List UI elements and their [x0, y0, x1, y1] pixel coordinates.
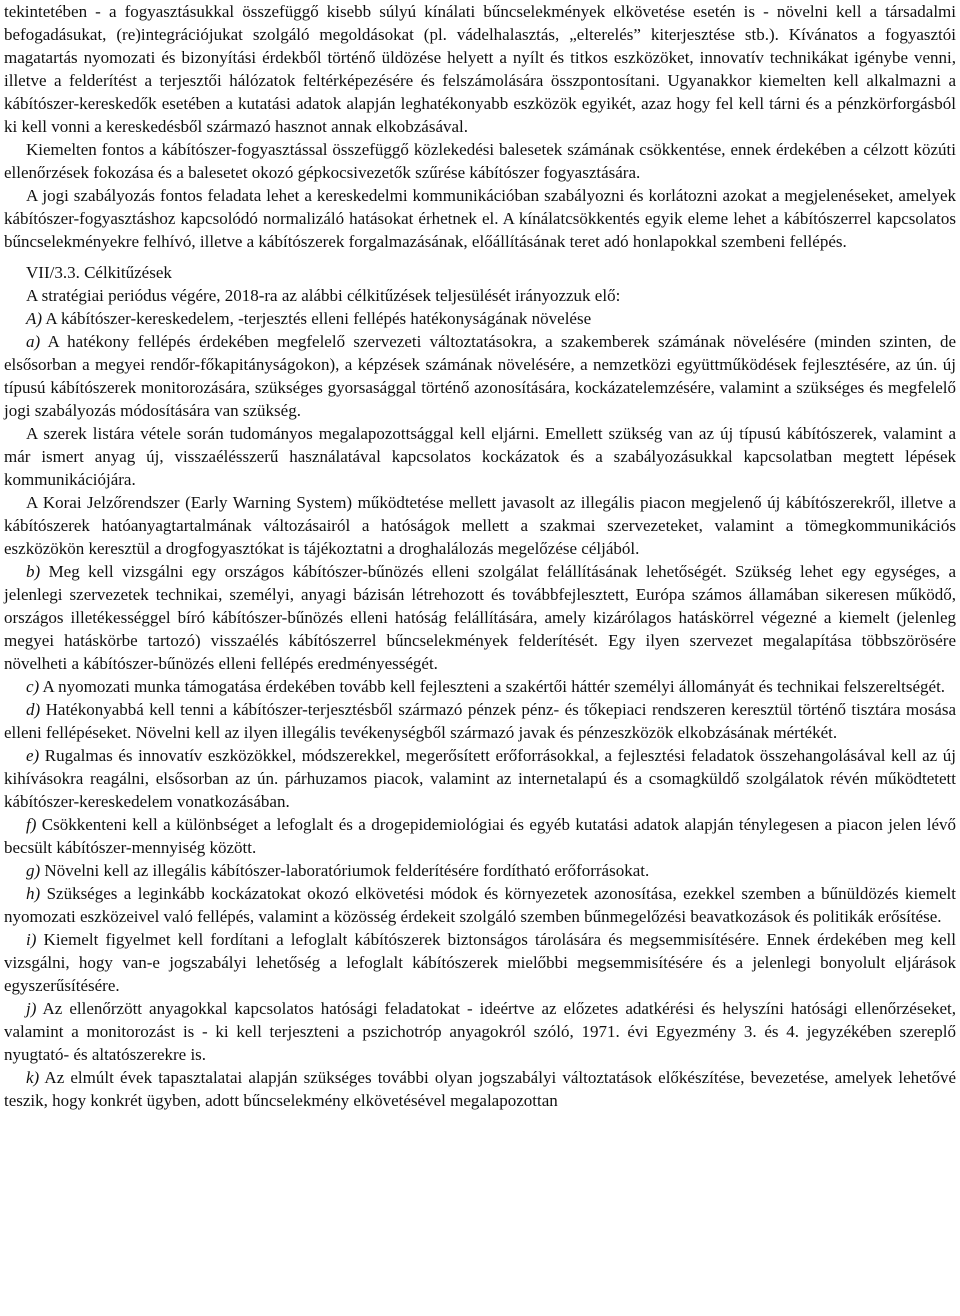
item-text: Az ellenőrzött anyagokkal kapcsolatos hatósági feladatokat - ideértve az előzetes adatkérési és helyszíni hatósági ellenőrzéseket, valamint a monitorozást is - ki kell terjeszteni a pszichotróp anyagokról szóló, 1971. évi Egyezmény 3. és 4. jegyzékében szereplő nyugtató- és altatószerekre is.: [4, 999, 956, 1064]
goal-label: A): [26, 309, 43, 328]
list-item: [4, 675, 956, 698]
body-paragraph: A jogi szabályozás fontos feladata lehet a kereskedelmi kommunikációban szabályozni és korlátozni azokat a megjelenéseket, amelyek kábítószer-fogyasztáshoz kapcsolódó normalizáló hatásokat érhetnek el. A kínálatcsökkentés egyik eleme lehet a kábítószerrel kapcsolatos bűncselekményekre felhívó, illetve a kábítószerek forgalmazásának, előállításának teret adó honlapokkal szembeni fellépés.: [4, 186, 956, 251]
list-item: [4, 882, 956, 928]
list-item: [4, 1066, 956, 1112]
section-heading: VII/3.3. Célkitűzések: [26, 263, 172, 282]
item-text: A szerek listára vétele során tudományos megalapozottsággal kell eljárni. Emellett szükség van az új típusú kábítószerek, valamint a már ismert anyag új, visszaélésszerű használatával kapcsolatos kockázatok és a szabályozásukkal kapcsolatban megtett lépések kommunikációjára.: [4, 424, 956, 489]
list-item: [4, 491, 956, 560]
item-label: c): [26, 677, 40, 696]
goal-text: A kábítószer-kereskedelem, -terjesztés elleni fellépés hatékonyságának növelése: [42, 309, 592, 328]
list-item: [4, 859, 956, 882]
item-label: i): [26, 930, 37, 949]
list-item: [4, 813, 956, 859]
item-text: A Korai Jelzőrendszer (Early Warning System) működtetése mellett javasolt az illegális piacon megjelenő új kábítószerekről, illetve a kábítószerek hatóanyagtartalmának változásairól a hatóságok mellett a szakmai szervezeteket, valamint a tömegkommunikációs eszközökön keresztül a drogfogyasztókat is tájékoztatni a droghalálozás megelőzése céljából.: [4, 493, 956, 558]
body-paragraph: tekintetében - a fogyasztásukkal összefüggő kisebb súlyú kínálati bűncselekmények elkövetése esetén is - növelni kell a társadalmi befogadásukat, (re)integrációjukat szolgáló megoldásokat (pl. vádelhalasztás, „elterelés” kiterjesztése stb.). Kívánatos a fogyasztói magatartás nyomozati és bizonyítási érdekből történő üldözése helyett a nyílt és titkos eszközöket, innovatív technikákat igénybe venni, illetve a felderítést a terjesztői hálózatok feltérképezésére és felszámolására összpontosítani. Ugyanakkor kiemelten kell alkalmazni a kábítószer-kereskedők esetében a kutatási adatok alapján leghatékonyabb eszközök egyikét, azaz hogy fel kell tárni és a pénzkörforgásból ki kell vonni a kereskedésből származó hasznot annak elkobzásával.: [4, 2, 956, 136]
list-item: [4, 422, 956, 491]
item-label: h): [26, 884, 41, 903]
item-text: A nyomozati munka támogatása érdekében tovább kell fejleszteni a szakértői háttér személyi állományát és technikai felszereltségét.: [39, 677, 946, 696]
item-label: a): [26, 332, 41, 351]
item-label: g): [26, 861, 41, 880]
item-label: d): [26, 700, 41, 719]
item-label: f): [26, 815, 37, 834]
item-text: A hatékony fellépés érdekében megfelelő szervezeti változtatásokra, a szakemberek számának növelésére (minden szinten, de elsősorban a megyei rendőr-főkapitányságokon), a képzések számának növelésére, a nemzetközi együttműködések fejlesztésére, az ún. új típusú kábítószerek monitorozására, szükséges gyorsasággal történő azonosítására, kockázatelemzésére, valamint a szükséges és megfelelő jogi szabályozás módosítására van szükség.: [4, 332, 956, 420]
list-item: [4, 928, 956, 997]
item-text: Hatékonyabbá kell tenni a kábítószer-terjesztésből származó pénzek pénz- és tőkepiaci rendszeren keresztül történő tisztára mosása elleni fellépéseket. Növelni kell az ilyen illegális tevékenységből származó javak és pénzeszközök elkobzásának mértékét.: [4, 700, 956, 742]
item-text: Meg kell vizsgálni egy országos kábítószer-bűnözés elleni szolgálat felállításának lehetőségét. Szükség lehet egy egységes, a jelenlegi szervezetek technikai, személyi, anyagi bázisán létrehozott és továbbfejlesztett, Európa számos államában sikeresen működő, országos illetékességgel bíró kábítószer-bűnözés elleni hatóság felállítására, amely kizárólagos hatáskörrel végezné a kiemelt (jelenleg megyei hatáskörbe tartozó) visszaélés kábítószerrel bűncselekmények felderítését. Egy ilyen szervezet megalapítása többszörösére növelheti a kábítószer-bűnözés elleni fellépés eredményességét.: [4, 562, 956, 673]
item-label: k): [26, 1068, 40, 1087]
list-item: [4, 330, 956, 422]
item-label: b): [26, 562, 41, 581]
list-item: [4, 560, 956, 675]
item-text: Az elmúlt évek tapasztalatai alapján szükséges további olyan jogszabályi változtatások előkészítése, bevezetése, amelyek lehetővé teszik, hogy konkrét ügyben, adott bűncselekmény elkövetésével megalapozottan: [4, 1068, 956, 1110]
body-paragraph: Kiemelten fontos a kábítószer-fogyasztással összefüggő közlekedési balesetek számának csökkentése, ennek érdekében a célzott közúti ellenőrzések fokozása és a balesetet okozó gépkocsivezetők szűrése kábítószer fogyasztására.: [4, 140, 956, 182]
item-label: e): [26, 746, 40, 765]
list-item: [4, 744, 956, 813]
item-text: Rugalmas és innovatív eszközökkel, módszerekkel, megerősített erőforrásokkal, a fejlesztési feladatok összehangolásával kell az új kihívásokra reagálni, elsősorban az ún. párhuzamos piacok, valamint az internetalapú és a csomagküldő szolgálatok révén működtetett kábítószer-kereskedelem vonatkozásában.: [4, 746, 956, 811]
goal-a: [4, 307, 956, 330]
list-item: [4, 698, 956, 744]
item-label: j): [26, 999, 37, 1018]
item-text: Kiemelt figyelmet kell fordítani a lefoglalt kábítószerek biztonságos tárolására és megsemmisítésére. Ennek érdekében meg kell vizsgálni, hogy van-e jogszabályi lehetőség a lefoglalt kábítószerek mielőbbi megsemmisítésére és a jelenlegi bonyolult eljárások egyszerűsítésére.: [4, 930, 956, 995]
list-item: [4, 997, 956, 1066]
item-text: Szükséges a leginkább kockázatokat okozó elkövetési módok és környezetek azonosítása, ezekkel szemben a bűnüldözés kiemelt nyomozati eszközeivel való fellépés, valamint a közösség érdekeit szolgáló szemben bűnmegelőzési beavatkozások és politikák erősítése.: [4, 884, 956, 926]
item-text: Csökkenteni kell a különbséget a lefoglalt és a drogepidemiológiai és egyéb kutatási adatok alapján ténylegesen a piacon jelen lévő becsült kábítószer-mennyiség között.: [4, 815, 956, 857]
intro-paragraph: A stratégiai periódus végére, 2018-ra az alábbi célkitűzések teljesülését irányozzuk elő:: [26, 286, 621, 305]
item-text: Növelni kell az illegális kábítószer-laboratóriumok felderítésére fordítható erőforrásokat.: [40, 861, 650, 880]
